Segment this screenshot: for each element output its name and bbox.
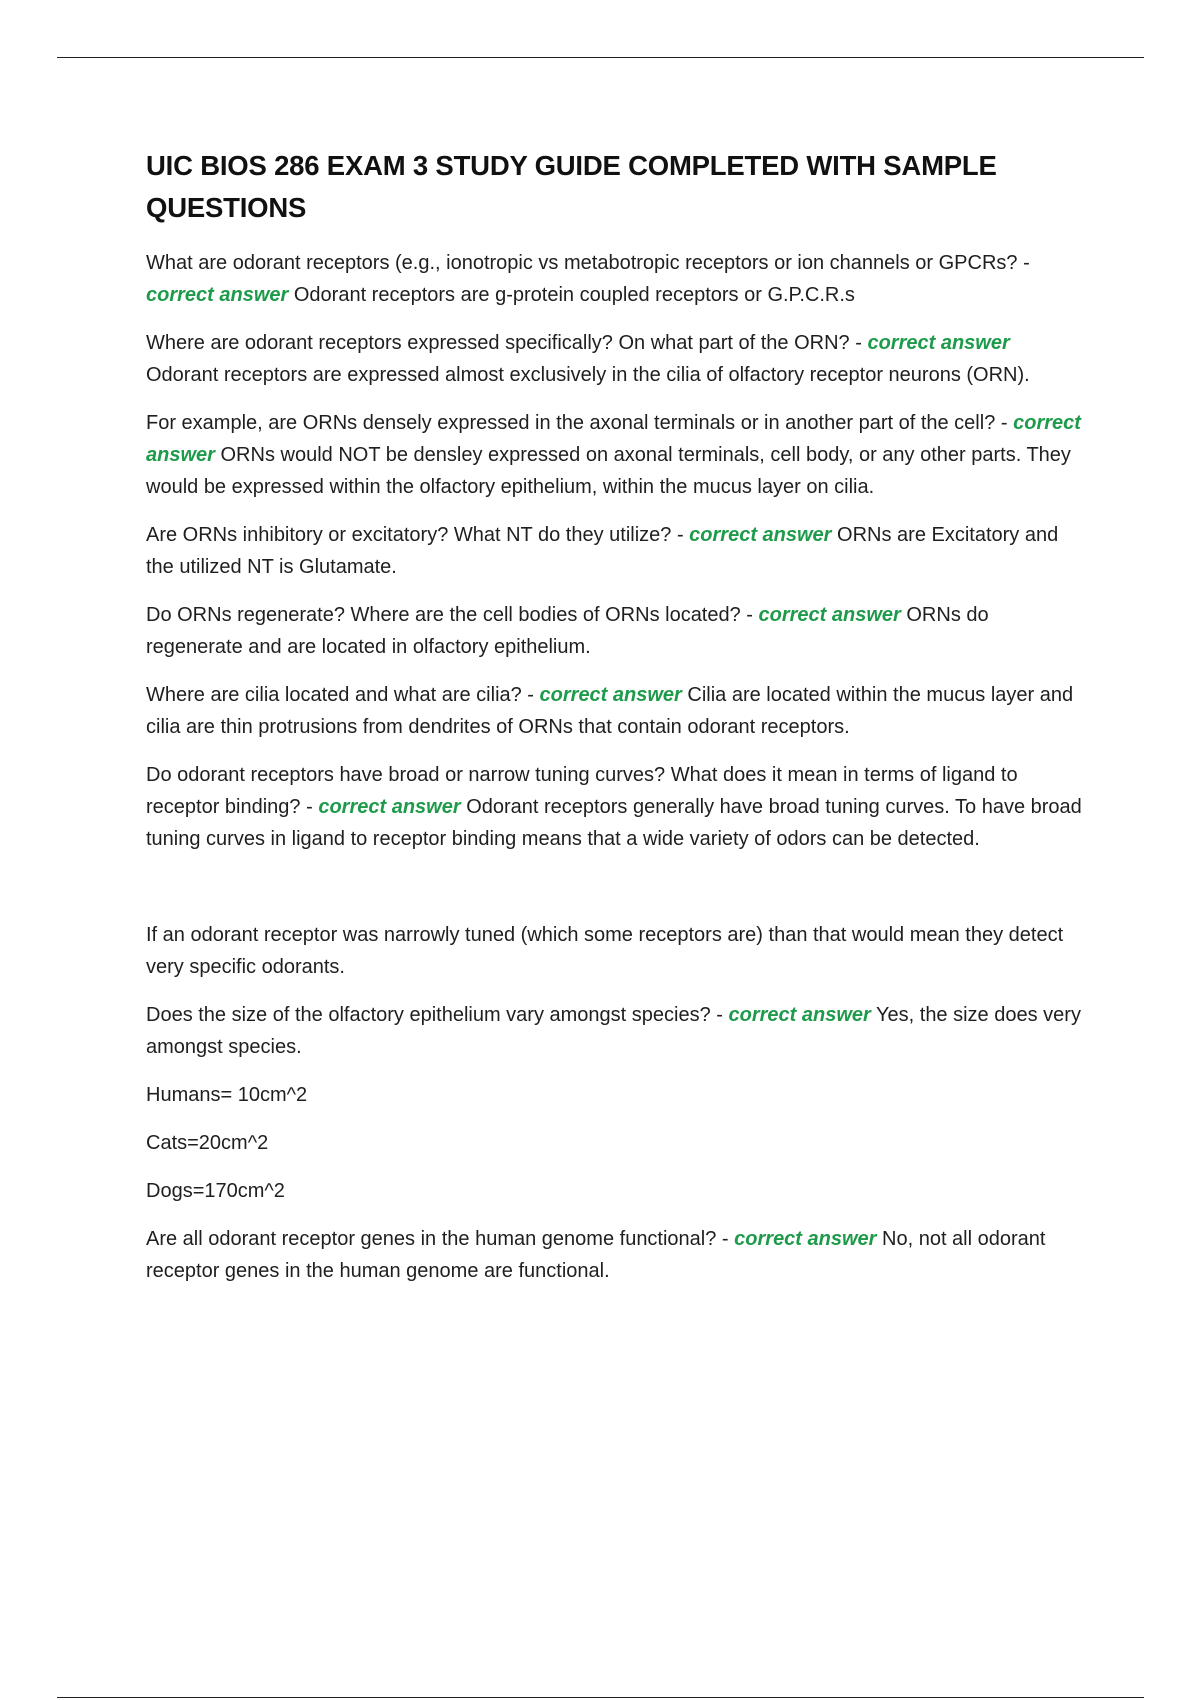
bottom-rule [57, 1697, 1144, 1698]
qa-item-9 [146, 1223, 1086, 1287]
answer-label: correct answer [734, 1228, 877, 1250]
answer-text: Yes, the size does very amongst species. [146, 1004, 1081, 1058]
question-text: Do ORNs regenerate? Where are the cell bodies of ORNs located? - [146, 604, 753, 626]
question-text: Does the size of the olfactory epithelium vary amongst species? - [146, 1004, 723, 1026]
document-body [146, 145, 1086, 1303]
qa-item-6 [146, 679, 1086, 743]
qa-item-4 [146, 519, 1086, 583]
answer-text: Odorant receptors generally have broad tuning curves. To have broad tuning curves in ligand to receptor binding means that a wide variety of odors can be detected. [146, 796, 1082, 850]
question-text: Where are odorant receptors expressed specifically? On what part of the ORN? - [146, 332, 862, 354]
answer-label: correct answer [758, 604, 901, 626]
answer-text: No, not all odorant receptor genes in the human genome are functional. [146, 1228, 1046, 1282]
qa-item-8 [146, 999, 1086, 1063]
question-text: Where are cilia located and what are cilia? - [146, 684, 534, 706]
question-text: Are ORNs inhibitory or excitatory? What NT do they utilize? - [146, 524, 684, 546]
size-dogs: Dogs=170cm^2 [146, 1180, 285, 1202]
spacer [146, 871, 1086, 919]
size-cats: Cats=20cm^2 [146, 1132, 269, 1154]
answer-text: Odorant receptors are g-protein coupled receptors or G.P.C.R.s [293, 284, 855, 306]
answer-text: Odorant receptors are expressed almost exclusively in the cilia of olfactory receptor neurons (ORN). [146, 364, 1030, 386]
note-paragraph: If an odorant receptor was narrowly tuned (which some receptors are) than that would mean they detect very specific odorants. [146, 924, 1064, 978]
qa-item-2 [146, 327, 1086, 391]
answer-label: correct answer [539, 684, 682, 706]
top-rule [57, 57, 1144, 58]
answer-label: correct answer [146, 412, 1081, 466]
question-text: What are odorant receptors (e.g., ionotropic vs metabotropic receptors or ion channels or GPCRs? - [146, 252, 1030, 274]
qa-item-1 [146, 247, 1086, 311]
answer-label: correct answer [689, 524, 832, 546]
answer-label: correct answer [318, 796, 461, 818]
answer-text: ORNs are Excitatory and the utilized NT is Glutamate. [146, 524, 1059, 578]
question-text: For example, are ORNs densely expressed in the axonal terminals or in another part of the cell? - [146, 412, 1008, 434]
answer-text: ORNs would NOT be densley expressed on axonal terminals, cell body, or any other parts. They would be expressed within the olfactory epithelium, within the mucus layer on cilia. [146, 444, 1071, 498]
size-humans: Humans= 10cm^2 [146, 1084, 308, 1106]
qa-item-3 [146, 407, 1086, 503]
answer-text: Cilia are located within the mucus layer and cilia are thin protrusions from dendrites of ORNs that contain odorant receptors. [146, 684, 1074, 738]
question-text: Do odorant receptors have broad or narrow tuning curves? What does it mean in terms of ligand to receptor binding? - [146, 764, 1018, 818]
answer-label: correct answer [867, 332, 1010, 354]
qa-item-5 [146, 599, 1086, 663]
answer-label: correct answer [146, 284, 289, 306]
answer-text: ORNs do regenerate and are located in olfactory epithelium. [146, 604, 989, 658]
answer-label: correct answer [728, 1004, 871, 1026]
document-title: UIC BIOS 286 EXAM 3 STUDY GUIDE COMPLETED WITH SAMPLE QUESTIONS [146, 150, 997, 223]
qa-item-7 [146, 759, 1086, 855]
question-text: Are all odorant receptor genes in the human genome functional? - [146, 1228, 729, 1250]
